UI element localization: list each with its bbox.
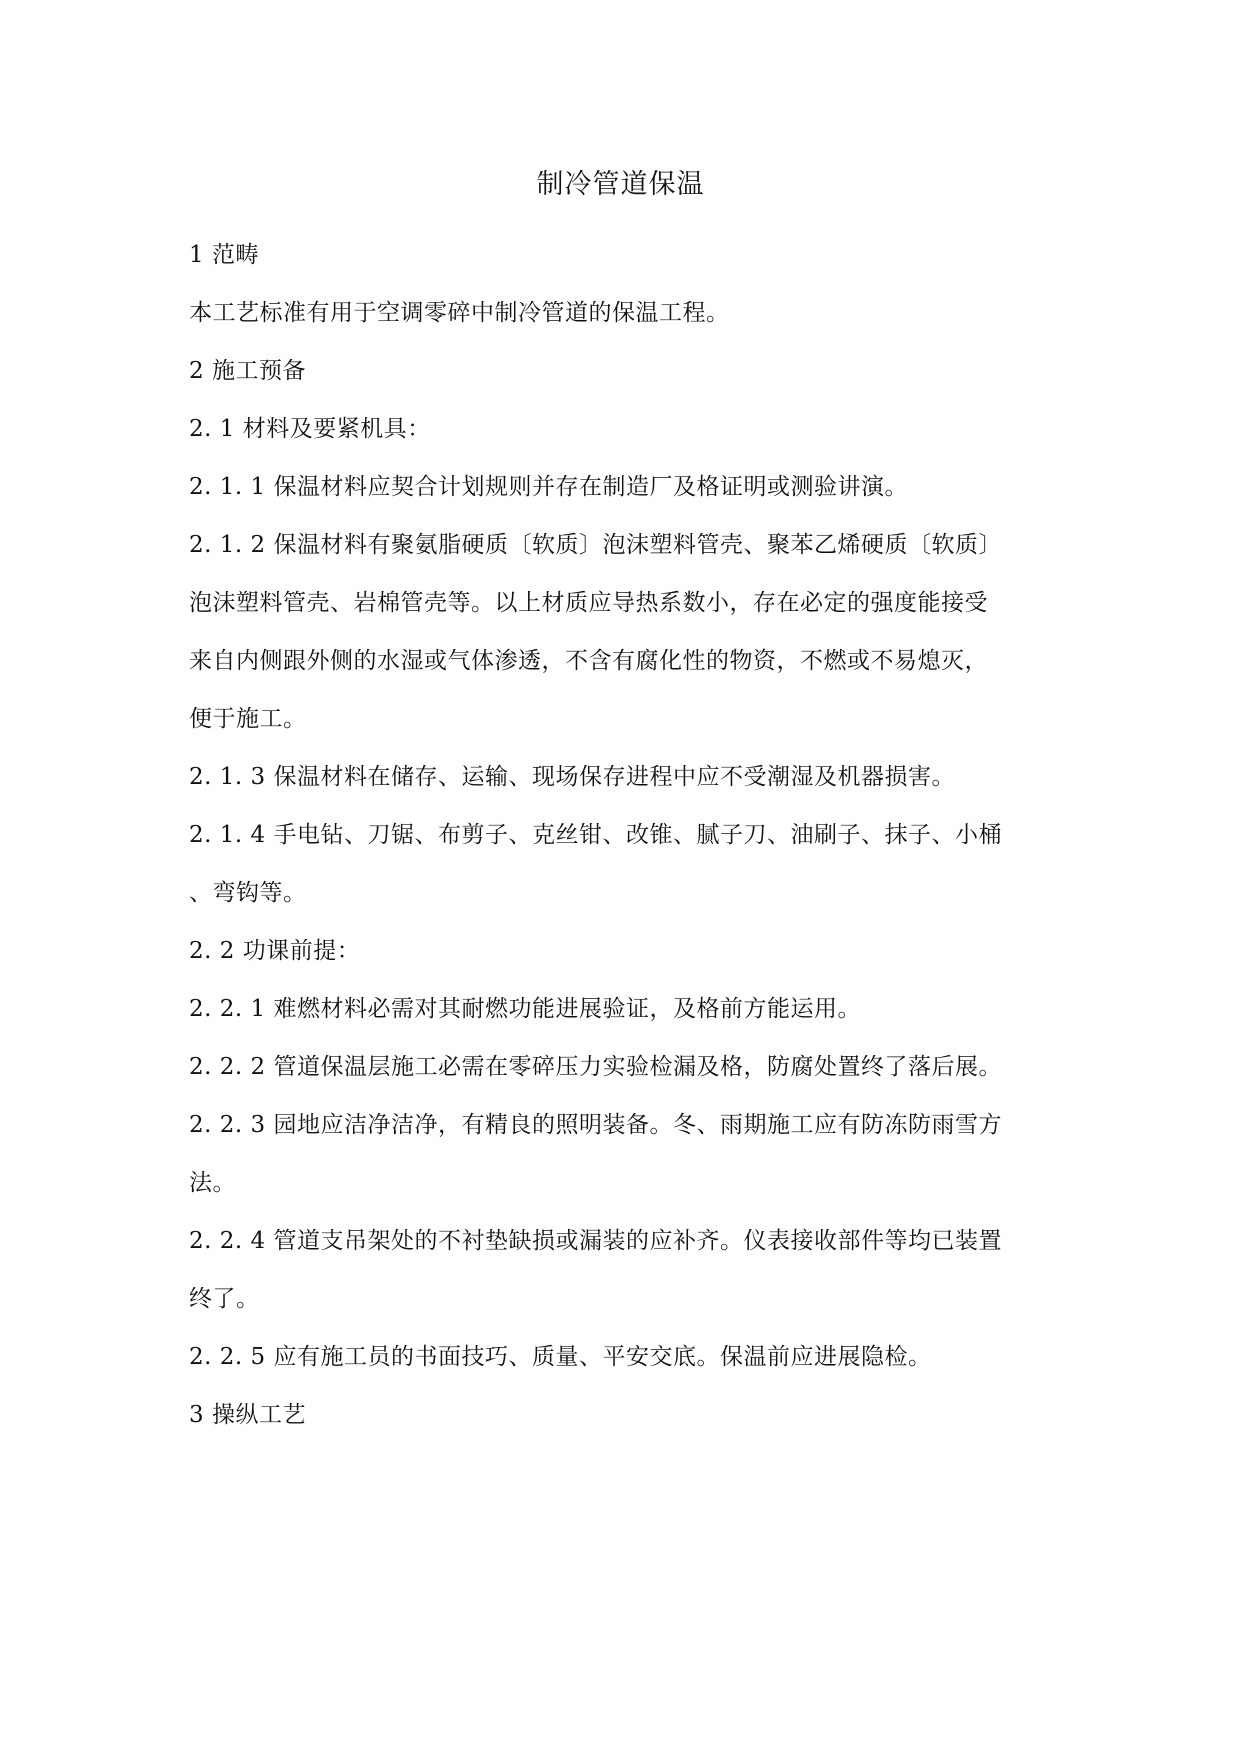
section-heading-preparation: 2 施工预备 bbox=[189, 358, 306, 384]
paragraph-2-1-3: 2. 1. 3 保温材料在储存、运输、现场保存进程中应不受潮湿及机器损害。 bbox=[189, 764, 955, 790]
subsection-heading-conditions: 2. 2 功课前提： bbox=[189, 938, 361, 964]
subsection-heading-materials: 2. 1 材料及要紧机具： bbox=[189, 416, 431, 442]
paragraph-2-1-2-line-2: 泡沫塑料管壳、岩棉管壳等。以上材质应导热系数小，存在必定的强度能接受 bbox=[189, 590, 988, 616]
paragraph-2-1-2-line-1: 2. 1. 2 保温材料有聚氨脂硬质〔软质〕泡沫塑料管壳、聚苯乙烯硬质〔软质〕 bbox=[189, 532, 1002, 558]
paragraph-scope: 本工艺标准有用于空调零碎中制冷管道的保温工程。 bbox=[189, 300, 730, 326]
section-heading-scope: 1 范畴 bbox=[189, 242, 259, 268]
paragraph-2-2-1: 2. 2. 1 难燃材料必需对其耐燃功能进展验证，及格前方能运用。 bbox=[189, 996, 861, 1022]
paragraph-2-2-2: 2. 2. 2 管道保温层施工必需在零碎压力实验检漏及格，防腐处置终了落后展。 bbox=[189, 1054, 1002, 1080]
paragraph-2-2-4-line-1: 2. 2. 4 管道支吊架处的不衬垫缺损或漏装的应补齐。仪表接收部件等均已装置 bbox=[189, 1228, 1002, 1254]
paragraph-2-2-3-line-1: 2. 2. 3 园地应洁净洁净，有精良的照明装备。冬、雨期施工应有防冻防雨雪方 bbox=[189, 1112, 1002, 1138]
paragraph-2-1-4-line-2: 、弯钩等。 bbox=[189, 880, 307, 906]
paragraph-2-2-4-line-2: 终了。 bbox=[189, 1286, 260, 1312]
paragraph-2-1-4-line-1: 2. 1. 4 手电钻、刀锯、布剪子、克丝钳、改锥、腻子刀、油刷子、抹子、小桶 bbox=[189, 822, 1002, 848]
document-title: 制冷管道保温 bbox=[536, 169, 705, 200]
paragraph-2-1-2-line-4: 便于施工。 bbox=[189, 706, 307, 732]
paragraph-2-2-3-line-2: 法。 bbox=[189, 1170, 236, 1196]
section-heading-operation: 3 操纵工艺 bbox=[189, 1402, 306, 1428]
paragraph-2-1-1: 2. 1. 1 保温材料应契合计划规则并存在制造厂及格证明或测验讲演。 bbox=[189, 474, 908, 500]
paragraph-2-2-5: 2. 2. 5 应有施工员的书面技巧、质量、平安交底。保温前应进展隐检。 bbox=[189, 1344, 932, 1370]
paragraph-2-1-2-line-3: 来自内侧跟外侧的水湿或气体渗透，不含有腐化性的物资，不燃或不易熄灭， bbox=[189, 648, 988, 674]
